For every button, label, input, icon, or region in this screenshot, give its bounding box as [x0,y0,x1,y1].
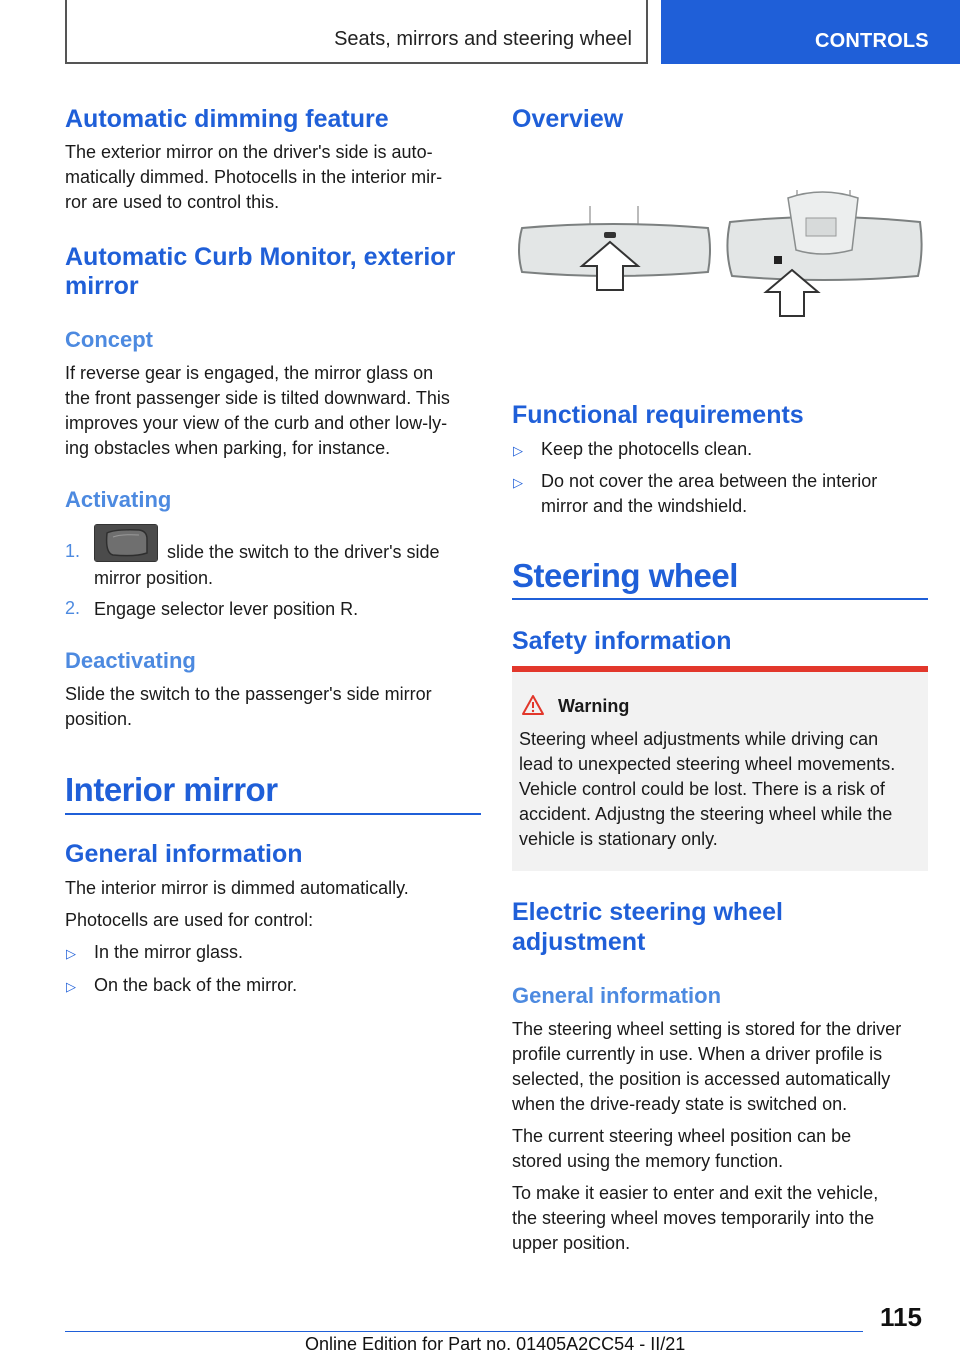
steering-p2-line-1: The current steering wheel position can be [512,1126,852,1146]
deactivating-line-2: position. [65,709,133,729]
concept-line-1: If reverse gear is engaged, the mirror glass on [65,363,434,383]
chapter-title: CONTROLS [815,30,929,52]
triangle-right-icon: ▷ [66,946,76,961]
steering-p3-line-2: the steering wheel moves temporarily into the [512,1208,875,1228]
section-divider [65,813,481,815]
functional-bullet-1: Keep the photocells clean. [541,439,753,459]
heading-functional-requirements: Functional requirements [512,401,804,429]
steering-p1-line-3: selected, the position is accessed automatically [512,1069,891,1089]
steering-p1-line-4: when the drive-ready state is switched on. [512,1094,848,1114]
heading-concept: Concept [65,327,153,352]
heading-electric-adjustment-line2: adjustment [512,928,646,956]
heading-general-information: General information [65,840,303,868]
concept-line-3: improves your view of the curb and other low-ly- [65,413,448,433]
heading-overview: Overview [512,105,624,133]
triangle-right-icon: ▷ [513,475,523,490]
steering-p2-line-2: stored using the memory function. [512,1151,784,1171]
warning-label: Warning [558,696,630,716]
steering-p1-line-2: profile currently in use. When a driver profile is [512,1044,883,1064]
heading-general-information-steering: General information [512,983,722,1008]
warning-line-5: vehicle is stationary only. [519,829,718,849]
warning-bar [512,666,928,672]
step-2-line-1: Engage selector lever position R. [94,599,359,619]
heading-steering-wheel: Steering wheel [512,557,738,594]
section-divider [512,598,928,600]
functional-bullet-2-line-1: Do not cover the area between the interior [541,471,878,491]
step-1-line-2: mirror position. [94,568,214,588]
step-number-2: 2. [65,598,81,618]
heading-safety-information: Safety information [512,627,732,655]
paragraph-dimming-2: matically dimmed. Photocells in the interior mir- [65,167,443,187]
heading-deactivating: Deactivating [65,648,196,673]
warning-line-1: Steering wheel adjustments while driving can [519,729,879,749]
warning-line-3: Vehicle control could be lost. There is a risk of [519,779,885,799]
heading-curb-monitor-line1: Automatic Curb Monitor, exterior [65,243,456,271]
chapter-tab[interactable] [661,0,960,64]
footer-edition: Online Edition for Part no. 01405A2CC54 - II/21 [305,1334,686,1354]
warning-triangle-icon [521,694,545,716]
bullet-mirror-glass: In the mirror glass. [94,942,244,962]
functional-bullet-2-line-2: mirror and the windshield. [541,496,748,516]
concept-line-4: ing obstacles when parking, for instance. [65,438,391,458]
footer-divider [65,1331,863,1332]
heading-automatic-dimming: Automatic dimming feature [65,105,389,133]
steering-p3-line-3: upper position. [512,1233,631,1253]
section-title: Seats, mirrors and steering wheel [334,28,632,50]
warning-box [512,666,928,871]
deactivating-line-1: Slide the switch to the passenger's side mirror [65,684,432,704]
triangle-right-icon: ▷ [66,979,76,994]
warning-line-4: accident. Adjustng the steering wheel while the [519,804,893,824]
step-number-1: 1. [65,541,81,561]
paragraph-dimming-1: The exterior mirror on the driver's side is auto- [65,142,433,162]
triangle-right-icon: ▷ [513,443,523,458]
concept-line-2: the front passenger side is tilted downward. This [65,388,450,408]
header-section-box [65,0,648,64]
warning-line-2: lead to unexpected steering wheel movements. [519,754,896,774]
page-number: 115 [880,1302,922,1332]
heading-activating: Activating [65,487,172,512]
heading-interior-mirror: Interior mirror [65,771,278,808]
mirror-switch-icon [94,524,158,562]
bullet-back-of-mirror: On the back of the mirror. [94,975,298,995]
interior-mirror-illustration [512,180,928,330]
heading-electric-adjustment-line1: Electric steering wheel [512,898,783,926]
heading-curb-monitor-line2: mirror [65,272,139,300]
interior-mirror-paragraph-1: The interior mirror is dimmed automatically. [65,878,409,898]
interior-mirror-paragraph-2: Photocells are used for control: [65,910,314,930]
steering-p3-line-1: To make it easier to enter and exit the vehicle, [512,1183,879,1203]
paragraph-dimming-3: ror are used to control this. [65,192,280,212]
step-1-line-1: slide the switch to the driver's side [167,542,440,562]
steering-p1-line-1: The steering wheel setting is stored for the driver [512,1019,902,1039]
